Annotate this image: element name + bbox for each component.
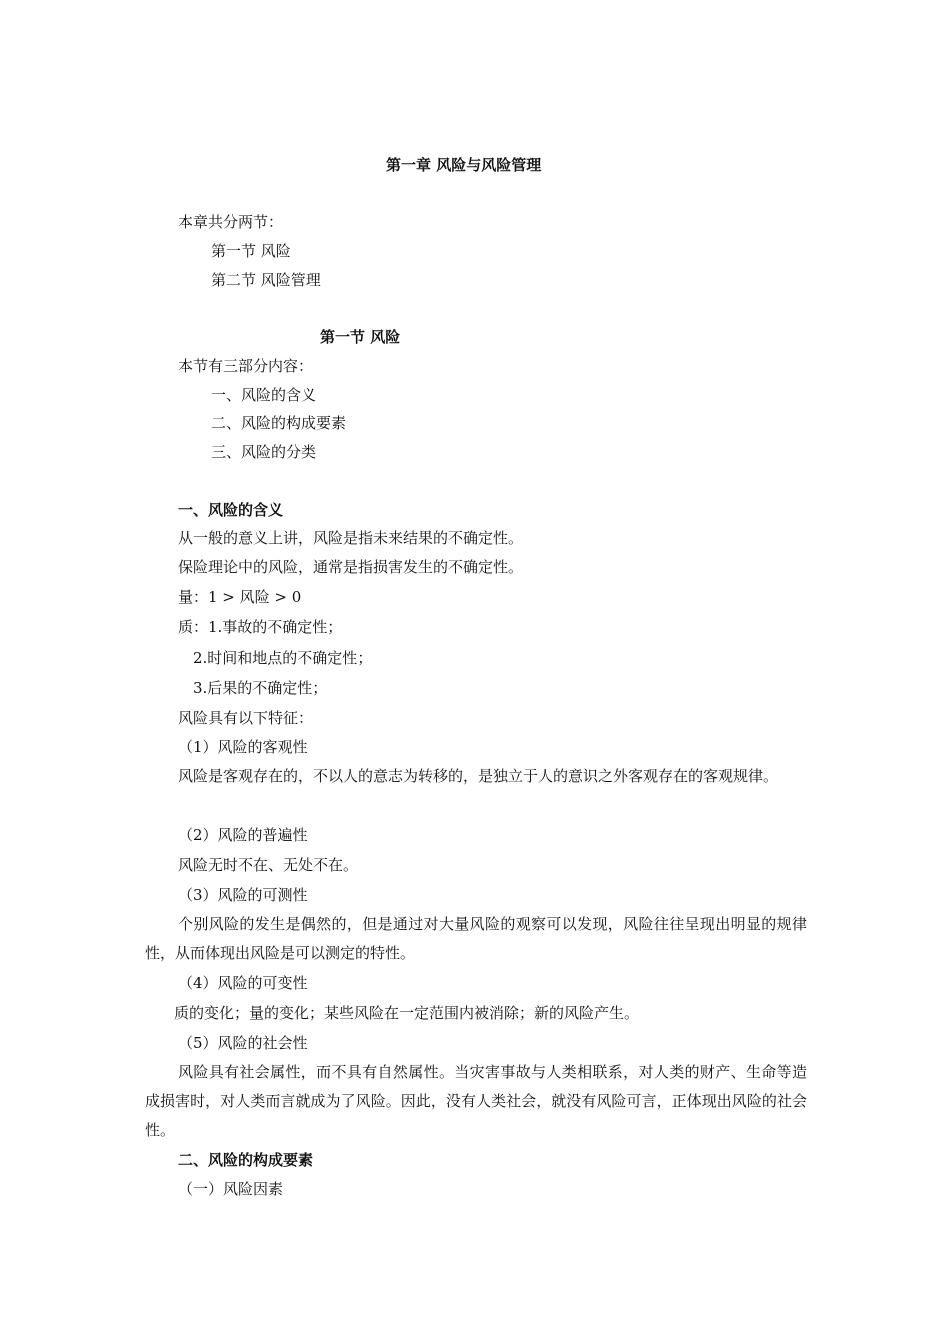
feature-text: 质的变化；量的变化；某些风险在一定范围内被消除；新的风险产生。 <box>174 1004 640 1022</box>
body-line: 保险理论中的风险，通常是指损害发生的不确定性。 <box>178 558 524 576</box>
part2-sub: （一）风险因素 <box>178 1180 284 1198</box>
section-lead: 本节有三部分内容： <box>178 357 314 375</box>
feature-text: 风险是客观存在的，不以人的意志为转移的，是独立于人的意识之外客观存在的客观规律。 <box>178 767 779 785</box>
body-line: 量：1 > 风险 > 0 <box>178 588 302 606</box>
intro-item: 第二节 风险管理 <box>211 271 321 289</box>
feature-text: 风险具有社会属性，而不具有自然属性。当灾害事故与人类相联系，对人类的财产、生命等造成损害时，对人类而言就成为了风险。因此，没有人类社会，就没有风险可言，正体现出风险的社会性。 <box>145 1063 807 1139</box>
section-item: 一、风险的含义 <box>211 386 317 404</box>
body-line: 3.后果的不确定性； <box>193 679 328 697</box>
section-title: 第一节 风险 <box>320 328 401 346</box>
body-line: 2.时间和地点的不确定性； <box>193 649 373 667</box>
feature-title: （5）风险的社会性 <box>178 1034 308 1052</box>
section-item: 三、风险的分类 <box>211 443 317 461</box>
feature-title: （3）风险的可测性 <box>178 886 308 904</box>
feature-text: 风险无时不在、无处不在。 <box>178 856 359 874</box>
feature-title: （4）风险的可变性 <box>178 974 308 992</box>
body-line: 风险具有以下特征： <box>178 709 314 727</box>
body-line: 从一般的意义上讲，风险是指未来结果的不确定性。 <box>178 529 524 547</box>
chapter-title: 第一章 风险与风险管理 <box>386 156 542 174</box>
section-item: 二、风险的构成要素 <box>211 414 347 432</box>
feature-title: （2）风险的普遍性 <box>178 826 308 844</box>
feature-text: 个别风险的发生是偶然的，但是通过对大量风险的观察可以发现，风险往往呈现出明显的规律性，从而体现出风险是可以测定的特性。 <box>145 915 807 962</box>
intro-item: 第一节 风险 <box>211 242 291 260</box>
body-line: 质：1.事故的不确定性； <box>178 618 343 636</box>
feature-title: （1）风险的客观性 <box>178 738 308 756</box>
intro-lead: 本章共分两节： <box>178 213 284 231</box>
part2-heading: 二、风险的构成要素 <box>178 1151 314 1169</box>
part1-heading: 一、风险的含义 <box>178 501 284 519</box>
